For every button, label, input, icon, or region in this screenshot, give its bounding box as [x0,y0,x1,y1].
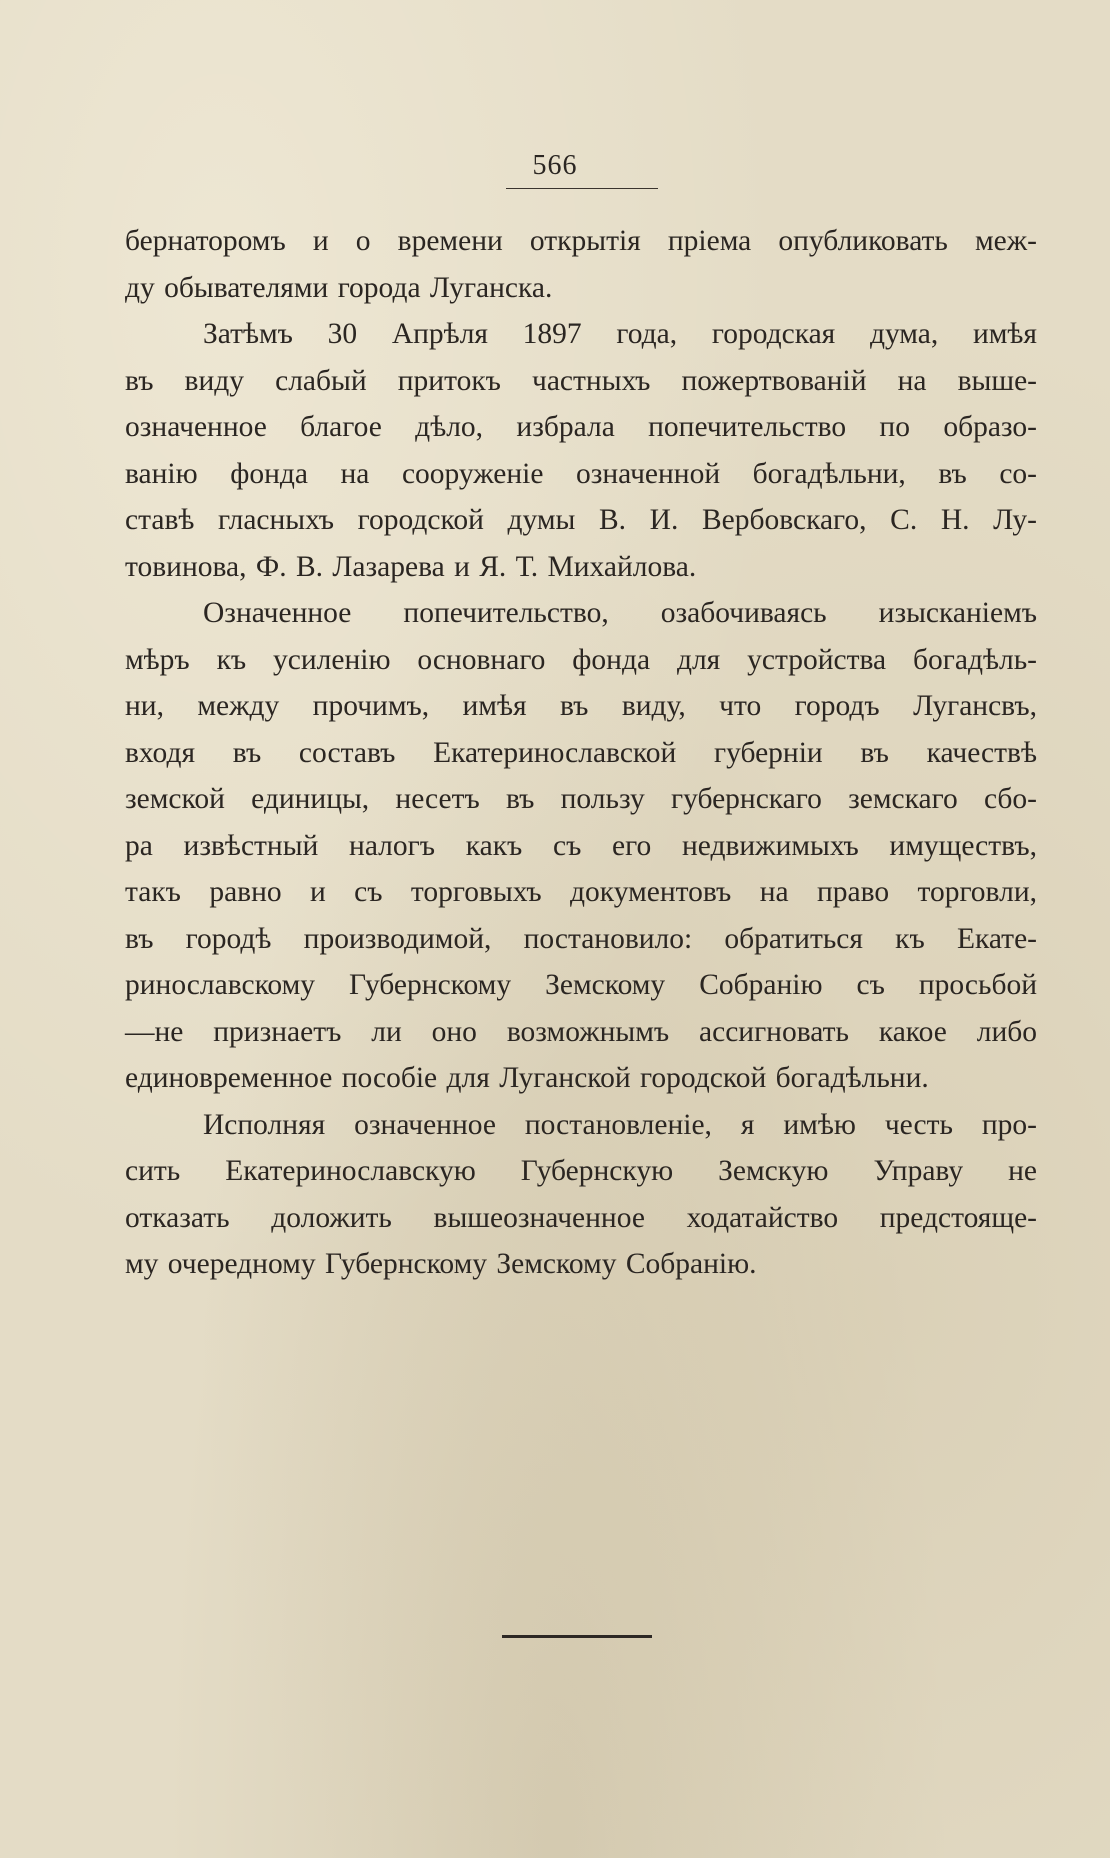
text-line: единовременное пособіе для Луганской городской богадѣльни. [125,1062,929,1094]
text-line: Исполняя означенное постановленіе, я имѣю честь про- [203,1108,1037,1141]
page-number: 566 [532,150,578,181]
text-line: такъ равно и съ торговыхъ документовъ на право торговли, [125,876,1037,908]
text-line: сить Екатеринославскую Губернскую Земскую Управу не [125,1155,1037,1187]
text-line: бернаторомъ и о времени открытія пріема опубликовать меж- [125,225,1037,257]
header-rule [506,188,658,189]
text-line: Означенное попечительство, озабочиваясь изысканіемъ [203,597,1037,629]
text-line: земской единицы, несетъ въ пользу губернскаго земскаго сбо- [125,783,1037,815]
text-line: —не признаетъ ли оно возможнымъ ассигновать какое либо [125,1015,1037,1048]
text-line: ра извѣстный налогъ какъ съ его недвижимыхъ имуществъ, [125,829,1037,862]
text-line: ринославскому Губернскому Земскому Собранію съ просьбой [125,969,1037,1001]
text-line: товинова, Ф. В. Лазарева и Я. Т. Михайлова. [125,550,697,583]
end-rule [502,1635,652,1638]
text-line: означенное благое дѣло, избрала попечительство по образо- [125,411,1037,443]
text-line: въ городѣ производимой, постановило: обратиться къ Екате- [125,922,1037,955]
text-line: му очередному Губернскому Земскому Собранію. [125,1248,757,1280]
body-text [125,218,1037,1288]
text-line: входя въ составъ Екатеринославской губерніи въ качествѣ [125,736,1037,769]
text-line: мѣръ къ усиленію основнаго фонда для устройства богадѣль- [125,643,1037,676]
text-line: ванію фонда на сооруженіе означенной богадѣльни, въ со- [125,457,1037,490]
text-line: ду обывателями города Луганска. [125,271,553,304]
text-line: въ виду слабый притокъ частныхъ пожертвованій на выше- [125,364,1037,397]
text-line: ставѣ гласныхъ городской думы В. И. Вербовскаго, С. Н. Лу- [125,504,1037,536]
text-line: отказать доложить вышеозначенное ходатайство предстояще- [125,1201,1037,1234]
text-line: Затѣмъ 30 Апрѣля 1897 года, городская дума, имѣя [203,318,1037,350]
text-line: ни, между прочимъ, имѣя въ виду, что городъ Лугансвъ, [125,690,1037,722]
